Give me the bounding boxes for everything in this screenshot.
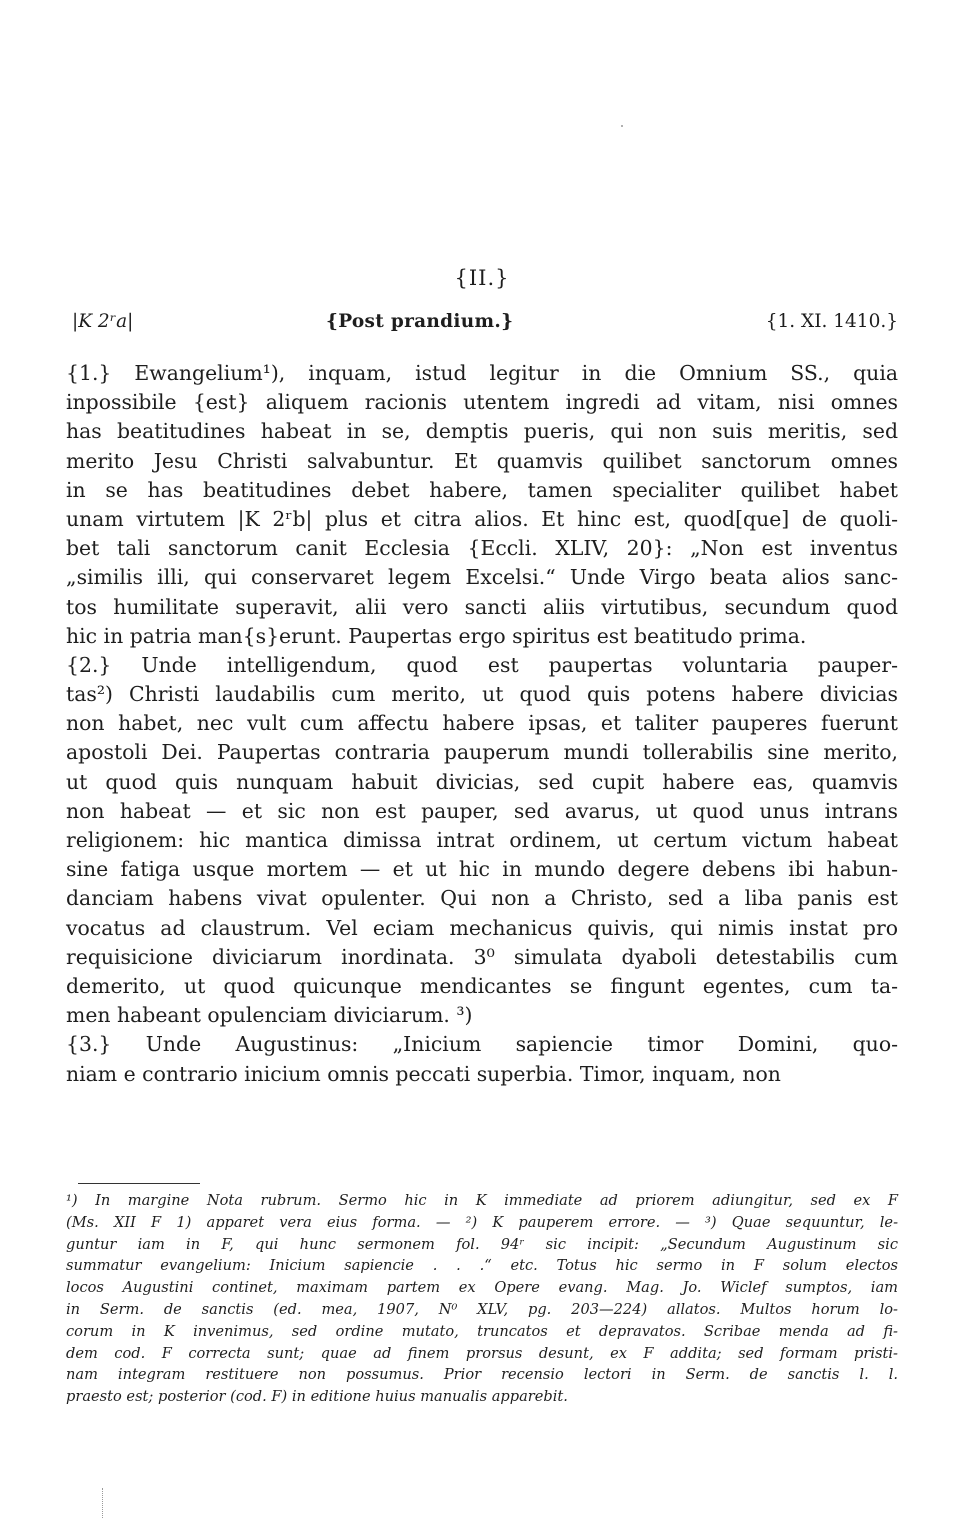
footnote-line: dem cod. F correcta sunt; quae ad finem prorsus desunt, ex F addita; sed formam pristi-: [66, 1344, 898, 1362]
sermon-title: {Post prandium.}: [326, 311, 514, 332]
text-line: religionem: hic mantica dimissa intrat ordinem, ut certum victum habeat: [66, 828, 898, 852]
manuscript-folio-ref: |K 2ʳa|: [72, 311, 134, 332]
speck: [621, 125, 623, 127]
text-line: tas²) Christi laudabilis cum merito, ut quod quis potens habere divicias: [66, 682, 898, 707]
footnote-line: corum in K invenimus, sed ordine mutato, truncatos et depravatos. Scribae menda ad fi-: [66, 1322, 898, 1340]
text-line: „similis illi, qui conservaret legem Excelsi.“ Unde Virgo beata alios sanc-: [66, 565, 898, 590]
text-line: has beatitudines habeat in se, demptis pueris, qui non suis meritis, sed: [66, 419, 898, 444]
text-line: apostoli Dei. Paupertas contraria pauperum mundi tollerabilis sine merito,: [66, 740, 898, 765]
text-line: merito Jesu Christi salvabuntur. Et quamvis quilibet sanctorum omnes: [66, 448, 898, 473]
footnote-line: (Ms. XII F 1) apparet vera eius forma. — ²) K pauperem errore. — ³) Quae sequuntur, le-: [66, 1213, 898, 1231]
book-page: [66, 0, 898, 1518]
text-line: ut quod quis nunquam habuit divicias, sed cupit habere eas, quamvis: [66, 769, 898, 794]
footnote-line: nam integram restituere non possumus. Prior recensio lectori in Serm. de sanctis l. l.: [66, 1366, 898, 1384]
text-line: unam virtutem |K 2ʳb| plus et citra alios. Et hinc est, quod[que] de quoli-: [66, 506, 898, 531]
text-line: tos humilitate superavit, alii vero sancti aliis virtutibus, secundum quod: [66, 594, 898, 619]
text-line: men habeant opulenciam diviciarum. ³): [66, 1003, 473, 1028]
footnote-line: summatur evangelium: Inicium sapiencie . . .“ etc. Totus hic sermo in F solum electos: [66, 1257, 898, 1275]
footnotes: [66, 1190, 898, 1408]
footnote-line: guntur iam in F, qui hunc sermonem fol. 94ʳ sic incipit: „Secundum Augustinum sic: [66, 1235, 898, 1253]
text-line: {3.} Unde Augustinus: „Inicium sapiencie timor Domini, quo-: [66, 1032, 898, 1057]
footnote-line: praesto est; posterior (cod. F) in editione huius manualis apparebit.: [66, 1388, 568, 1406]
main-text: [66, 359, 898, 1089]
text-line: non habeat — et sic non est pauper, sed avarus, ut quod unus intrans: [66, 798, 898, 823]
margin-mark: [102, 1488, 103, 1518]
text-line: danciam habens vivat opulenter. Qui non a Christo, sed a liba panis est: [66, 886, 898, 911]
text-line: requisicione diviciarum inordinata. 3⁰ simulata dyaboli detestabilis cum: [66, 944, 898, 969]
text-line: non habet, nec vult cum affectu habere ipsas, et taliter pauperes fuerunt: [66, 711, 898, 736]
text-line: {1.} Ewangelium¹), inquam, istud legitur in die Omnium SS., quia: [66, 361, 898, 385]
text-line: {2.} Unde intelligendum, quod est paupertas voluntaria pauper-: [66, 652, 898, 677]
section-heading: {II.}: [454, 266, 510, 290]
footnote-line: in Serm. de sanctis (ed. mea, 1907, N⁰ XLV, pg. 203—224) allatos. Multos horum lo-: [66, 1300, 898, 1318]
text-line: vocatus ad claustrum. Vel eciam mechanicus quivis, qui nimis instat pro: [66, 915, 898, 940]
footnote-line: locos Augustini continet, maximam partem ex Opere evang. Mag. Jo. Wiclef sumptos, iam: [66, 1279, 898, 1297]
text-line: bet tali sanctorum canit Ecclesia {Eccli. XLIV, 20}: „Non est inventus: [66, 536, 898, 561]
text-line: niam e contrario inicium omnis peccati superbia. Timor, inquam, non: [66, 1061, 781, 1086]
text-line: inpossibile {est} aliquem racionis utentem ingredi ad vitam, nisi omnes: [66, 390, 898, 415]
footnote-divider: [78, 1183, 200, 1184]
text-line: demerito, ut quod quicunque mendicantes se fingunt egentes, cum ta-: [66, 973, 898, 998]
text-line: in se has beatitudines debet habere, tamen specialiter quilibet habet: [66, 477, 898, 502]
text-line: hic in patria man{s}erunt. Paupertas ergo spiritus est beatitudo prima.: [66, 623, 807, 648]
sermon-header: [66, 311, 898, 341]
footnote-line: ¹) In margine Nota rubrum. Sermo hic in K immediate ad priorem adiungitur, sed ex F: [66, 1192, 898, 1209]
text-line: sine fatiga usque mortem — et ut hic in mundo degere debens ibi habun-: [66, 857, 898, 882]
sermon-date: {1. XI. 1410.}: [765, 311, 898, 332]
